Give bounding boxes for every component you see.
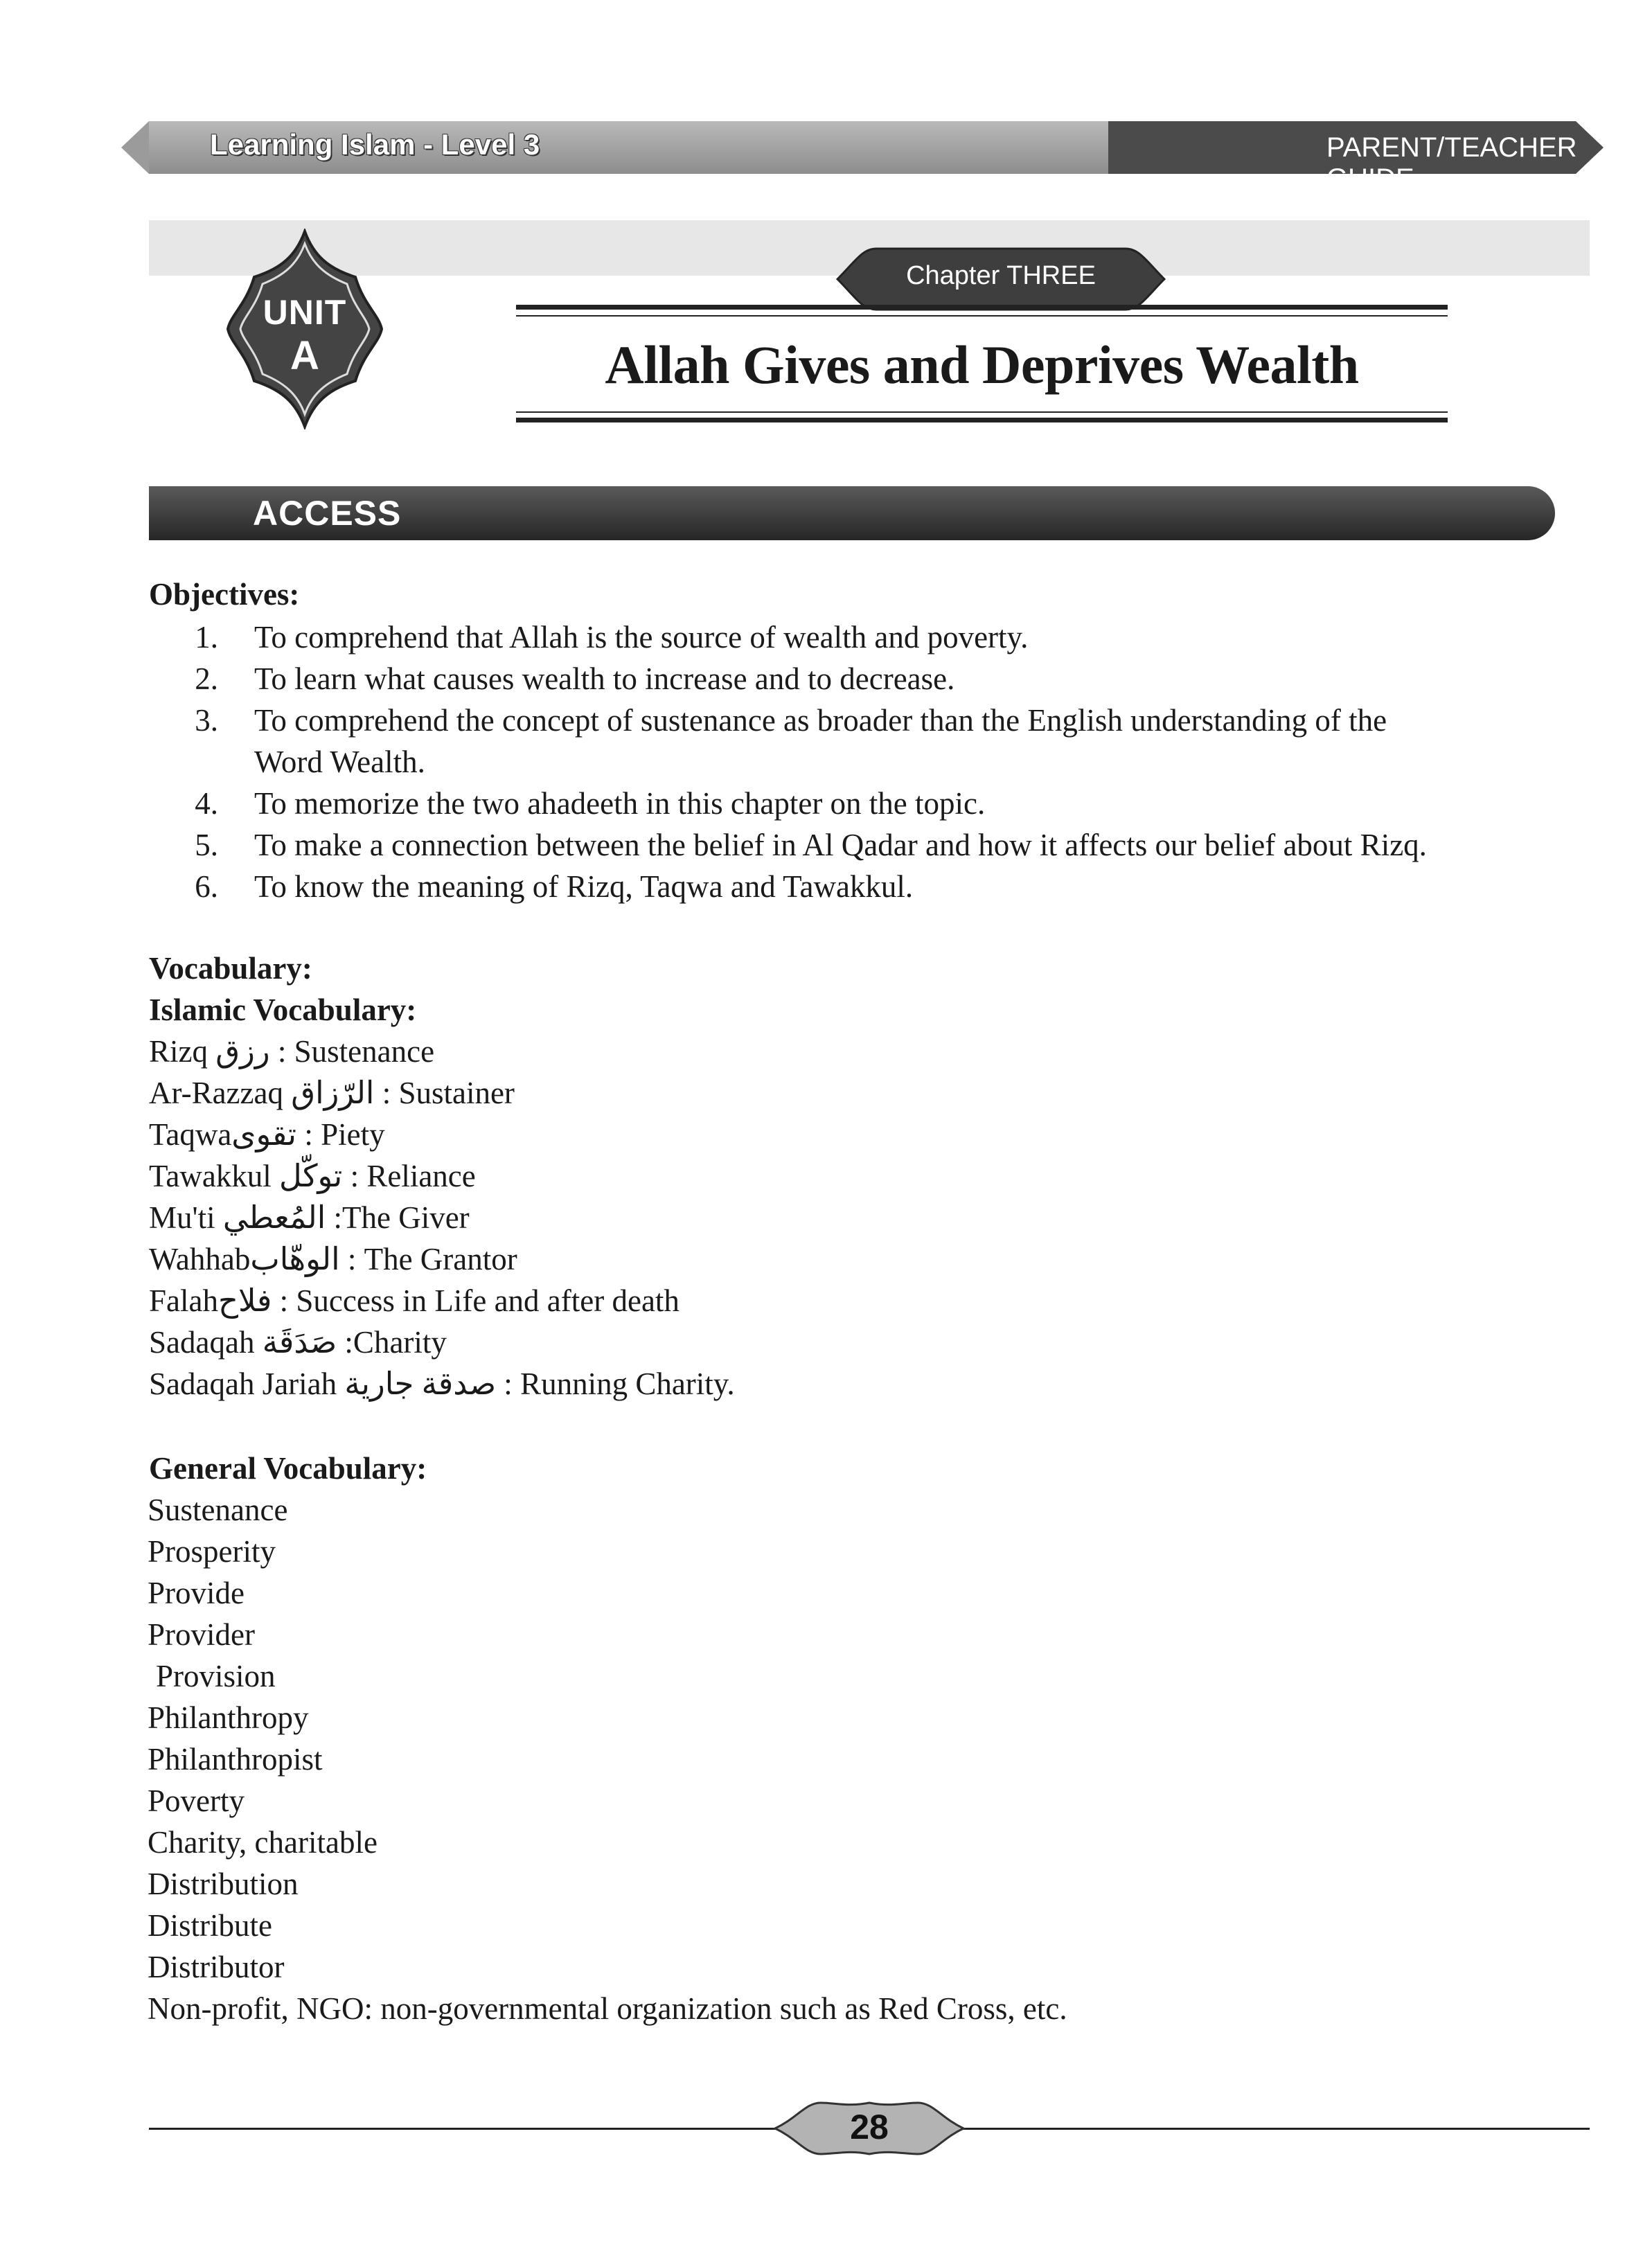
objective-text: To make a connection between the belief in Al Qadar and how it affects our belief about Rizq. [254, 828, 1427, 862]
chapter-badge [835, 246, 1167, 312]
objective-text: To learn what causes wealth to increase and to decrease. [254, 661, 955, 696]
vocab-arabic: رزق [215, 1034, 270, 1069]
vocab-meaning: :The Giver [326, 1200, 470, 1235]
objective-text-continued: Word Wealth. [254, 745, 425, 779]
vocab-item [149, 1322, 447, 1363]
header-left-tip [121, 121, 149, 174]
vocab-item [149, 1280, 680, 1322]
vocab-item [149, 1031, 434, 1072]
objective-number: 4. [195, 786, 218, 821]
guide-label: PARENT/TEACHER GUIDE [1326, 132, 1577, 194]
list-item: Provider [148, 1617, 255, 1652]
list-item: Distribute [148, 1908, 272, 1943]
islamic-vocabulary-heading: Islamic Vocabulary: [149, 993, 417, 1027]
vocab-term: Ar-Razzaq [149, 1076, 283, 1110]
unit-letter: A [290, 333, 319, 378]
list-item: Non-profit, NGO: non-governmental organization such as Red Cross, etc. [148, 1991, 1067, 2026]
objective-text: To comprehend the concept of sustenance as broader than the English understanding of the [254, 703, 1387, 738]
objectives-heading: Objectives: [149, 577, 300, 612]
vocab-term: Wahhab [149, 1242, 251, 1276]
vocab-arabic: فلاح [217, 1283, 272, 1318]
page-header [149, 121, 1590, 194]
objective-text: To know the meaning of Rizq, Taqwa and Tawakkul. [254, 869, 914, 904]
vocab-term: Tawakkul [149, 1159, 272, 1193]
vocab-arabic: صدقة جارية [344, 1367, 497, 1401]
vocab-item [149, 1114, 385, 1155]
list-item: Prosperity [148, 1534, 276, 1569]
vocab-meaning: : Piety [296, 1117, 385, 1152]
vocabulary-heading: Vocabulary: [149, 951, 312, 986]
vocab-meaning: : Running Charity. [496, 1367, 735, 1401]
page-number: 28 [850, 2108, 889, 2146]
vocab-item [149, 1197, 470, 1238]
list-item: Poverty [148, 1783, 245, 1818]
list-item: Philanthropy [148, 1700, 309, 1735]
vocab-item [149, 1072, 515, 1114]
vocab-meaning: : Sustenance [269, 1034, 435, 1069]
vocab-arabic: المُعطي [222, 1200, 326, 1235]
vocab-term: Sadaqah [149, 1325, 255, 1360]
list-item: Sustenance [148, 1493, 288, 1527]
title-rule-top-thin [516, 315, 1448, 317]
vocab-arabic: تقوى [231, 1117, 297, 1152]
objective-number: 5. [195, 828, 218, 862]
vocab-meaning: : The Grantor [339, 1242, 517, 1276]
general-vocabulary-heading: General Vocabulary: [149, 1451, 427, 1486]
page-title: Allah Gives and Deprives Wealth [605, 335, 1359, 395]
objective-number: 1. [195, 620, 218, 655]
vocab-item [149, 1238, 517, 1280]
access-heading: ACCESS [253, 494, 402, 533]
vocab-meaning: : Reliance [342, 1159, 476, 1193]
unit-label: UNIT [263, 293, 347, 332]
list-item: Provide [148, 1576, 245, 1610]
objective-number: 6. [195, 869, 218, 904]
title-rule-top-thick [516, 305, 1448, 310]
chapter-label: Chapter THREE [906, 261, 1096, 290]
objective-text: To memorize the two ahadeeth in this chapter on the topic. [254, 786, 986, 821]
page-number-badge [772, 2100, 966, 2157]
list-item: Philanthropist [148, 1742, 323, 1777]
list-item: Distributor [148, 1950, 285, 1984]
vocab-meaning: : Sustainer [374, 1076, 515, 1110]
list-item: Charity, charitable [148, 1825, 378, 1860]
title-rule-bottom-thick [516, 418, 1448, 422]
vocab-term: Sadaqah Jariah [149, 1367, 337, 1401]
list-item: Provision [156, 1659, 276, 1693]
vocab-arabic: الوهّاب [250, 1242, 340, 1276]
vocab-item [149, 1363, 735, 1405]
vocab-arabic: صَدَقَة [262, 1325, 337, 1360]
vocab-meaning: : Success in Life and after death [272, 1283, 680, 1318]
book-title: Learning Islam - Level 3 [210, 128, 540, 161]
access-section-band [149, 486, 1555, 540]
objective-number: 3. [195, 703, 218, 738]
vocab-term: Falah [149, 1283, 218, 1318]
vocab-term: Rizq [149, 1034, 208, 1069]
list-item: Distribution [148, 1867, 299, 1901]
objective-text: To comprehend that Allah is the source of wealth and poverty. [254, 620, 1029, 655]
objective-number: 2. [195, 661, 218, 696]
vocab-term: Mu'ti [149, 1200, 215, 1235]
vocab-arabic: الرّزاق [291, 1076, 375, 1110]
vocab-meaning: :Charity [337, 1325, 447, 1360]
title-rule-bottom-thin [516, 411, 1448, 413]
vocab-arabic: توكّل [279, 1159, 343, 1193]
vocab-item [149, 1155, 476, 1197]
unit-badge [225, 229, 384, 429]
vocab-term: Taqwa [149, 1117, 232, 1152]
